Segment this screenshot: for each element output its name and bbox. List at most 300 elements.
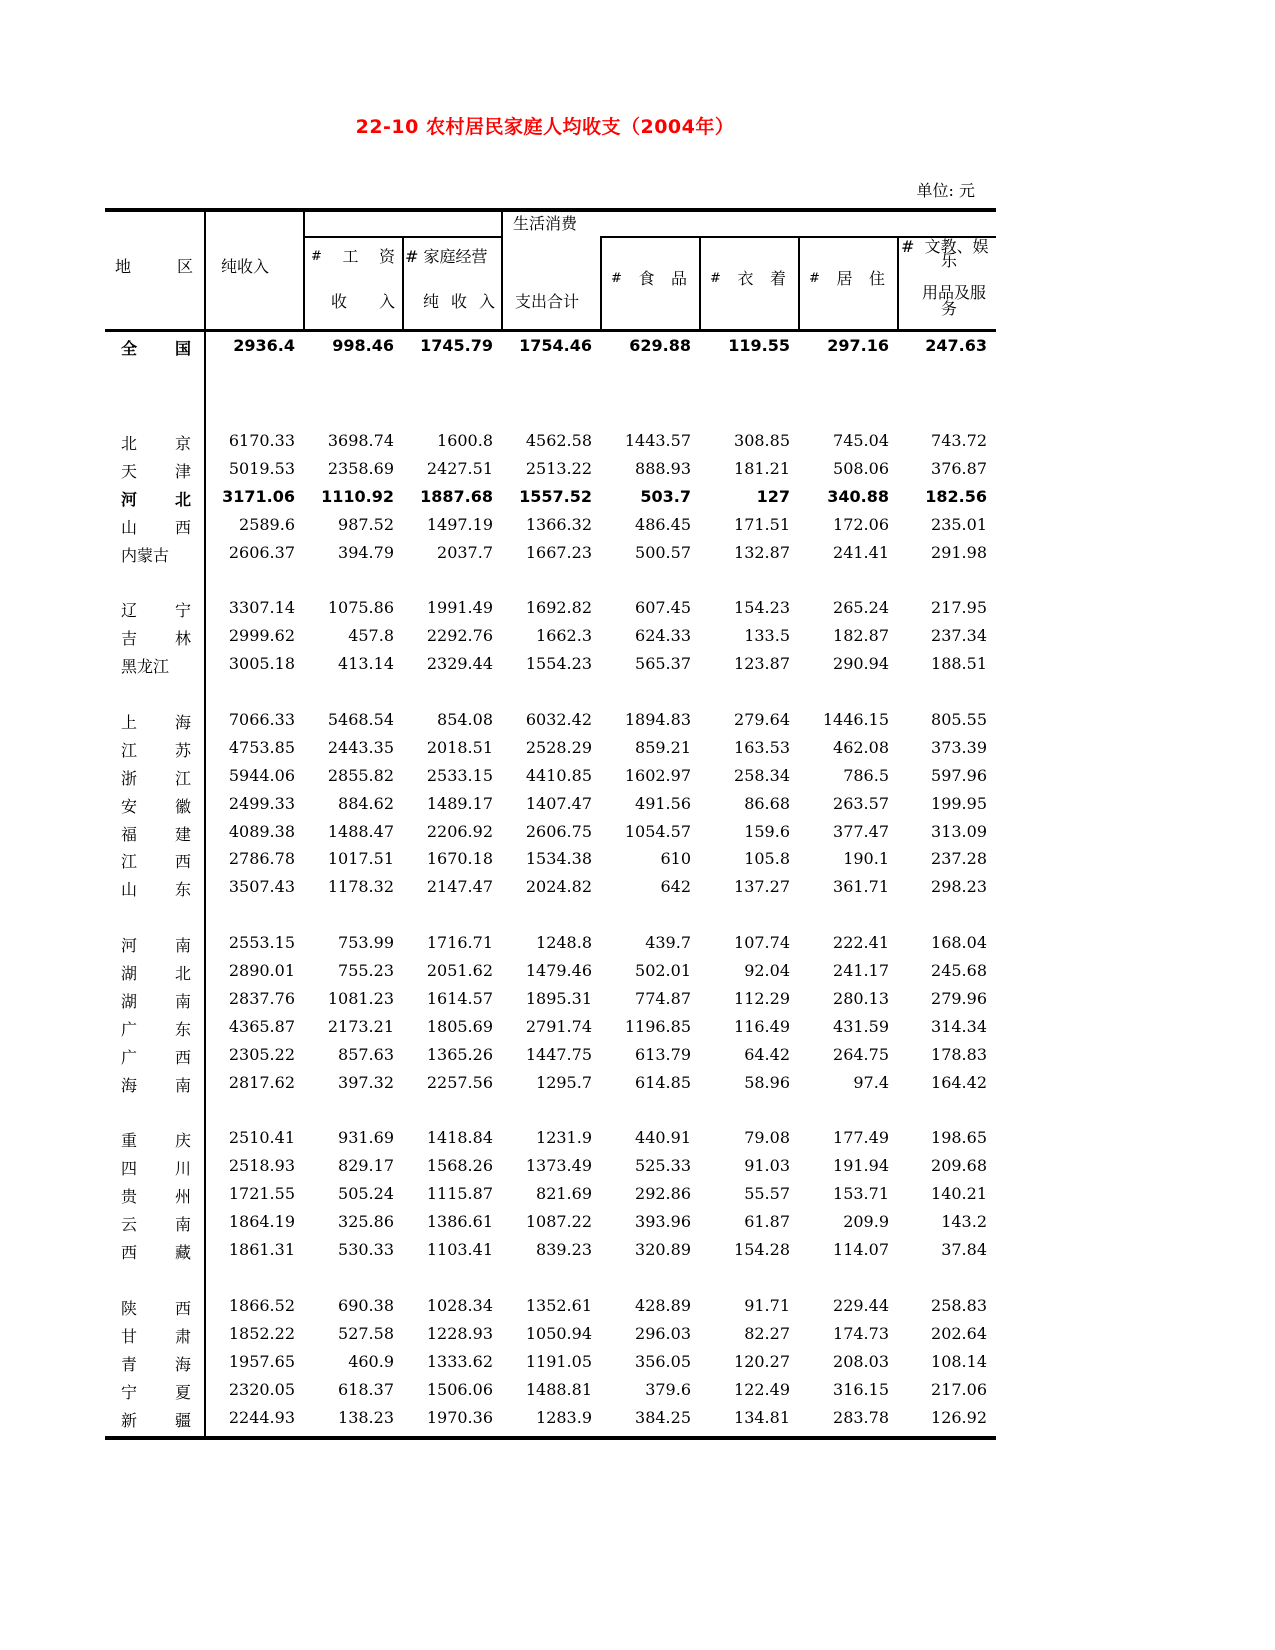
value-cell: 217.06 [931, 1380, 987, 1399]
value-cell: 1366.32 [525, 515, 592, 534]
header-household-business: # 家庭经营 [405, 247, 488, 266]
value-cell: 265.24 [833, 598, 889, 617]
table-row [105, 1212, 996, 1238]
header-wage-income-line2: 收 入 [331, 292, 395, 311]
value-cell: 2147.47 [426, 877, 493, 896]
value-cell: 2589.6 [239, 515, 295, 534]
header-region: 地 区 [115, 257, 193, 276]
value-cell: 340.88 [827, 487, 889, 506]
value-cell: 168.04 [931, 933, 987, 952]
value-cell: 116.49 [734, 1017, 790, 1036]
value-cell: 1852.22 [228, 1324, 295, 1343]
value-cell: 112.29 [734, 989, 790, 1008]
table-row [105, 626, 996, 652]
value-cell: 373.39 [931, 738, 987, 757]
value-cell: 1365.26 [426, 1045, 493, 1064]
value-cell: 1887.68 [420, 487, 493, 506]
value-cell: 1054.57 [624, 822, 691, 841]
table-row [105, 1408, 996, 1434]
value-cell: 361.71 [833, 877, 889, 896]
region-name: 山 西 [121, 518, 191, 537]
col-divider [501, 212, 503, 329]
value-cell: 114.07 [833, 1240, 889, 1259]
value-cell: 171.51 [734, 515, 790, 534]
table-row [105, 1352, 996, 1378]
value-cell: 2837.76 [228, 989, 295, 1008]
value-cell: 217.95 [931, 598, 987, 617]
value-cell: 191.94 [833, 1156, 889, 1175]
value-cell: 1017.51 [327, 849, 394, 868]
value-cell: 137.27 [734, 877, 790, 896]
value-cell: 1488.81 [525, 1380, 592, 1399]
value-cell: 1488.47 [327, 822, 394, 841]
region-name: 黑龙江 [121, 657, 170, 676]
value-cell: 126.92 [931, 1408, 987, 1427]
region-name: 全 国 [121, 339, 191, 358]
value-cell: 296.03 [635, 1324, 691, 1343]
value-cell: 86.68 [744, 794, 790, 813]
value-cell: 229.44 [833, 1296, 889, 1315]
table-row [105, 822, 996, 848]
header-education-line2b: 务 [941, 299, 958, 318]
value-cell: 642 [660, 877, 691, 896]
region-name: 吉 林 [121, 629, 191, 648]
value-cell: 1866.52 [228, 1296, 295, 1315]
table-row [105, 766, 996, 792]
col-divider [798, 237, 800, 329]
table-row [105, 1017, 996, 1043]
value-cell: 1231.9 [536, 1128, 592, 1147]
value-cell: 127 [756, 487, 790, 506]
region-name: 广 东 [121, 1020, 191, 1039]
value-cell: 64.42 [744, 1045, 790, 1064]
value-cell: 79.08 [744, 1128, 790, 1147]
region-name: 江 西 [121, 852, 191, 871]
value-cell: 462.08 [833, 738, 889, 757]
value-cell: 172.06 [833, 515, 889, 534]
value-cell: 1081.23 [327, 989, 394, 1008]
value-cell: 6170.33 [228, 431, 295, 450]
table-row [105, 1156, 996, 1182]
value-cell: 320.89 [635, 1240, 691, 1259]
value-cell: 105.8 [744, 849, 790, 868]
value-cell: 884.62 [338, 794, 394, 813]
value-cell: 987.52 [338, 515, 394, 534]
value-cell: 393.96 [635, 1212, 691, 1231]
value-cell: 154.23 [734, 598, 790, 617]
value-cell: 2936.4 [233, 336, 295, 355]
table-row [105, 961, 996, 987]
value-cell: 91.71 [744, 1296, 790, 1315]
value-cell: 2786.78 [228, 849, 295, 868]
value-cell: 2329.44 [426, 654, 493, 673]
value-cell: 1295.7 [536, 1073, 592, 1092]
value-cell: 108.14 [931, 1352, 987, 1371]
value-cell: 525.33 [635, 1156, 691, 1175]
value-cell: 199.95 [931, 794, 987, 813]
value-cell: 190.1 [843, 849, 889, 868]
value-cell: 613.79 [635, 1045, 691, 1064]
region-name: 辽 宁 [121, 601, 191, 620]
value-cell: 325.86 [338, 1212, 394, 1231]
value-cell: 1075.86 [327, 598, 394, 617]
value-cell: 5468.54 [327, 710, 394, 729]
value-cell: 1087.22 [525, 1212, 592, 1231]
value-cell: 457.8 [348, 626, 394, 645]
value-cell: 1447.75 [525, 1045, 592, 1064]
value-cell: 247.63 [925, 336, 987, 355]
value-cell: 854.08 [437, 710, 493, 729]
value-cell: 618.37 [338, 1380, 394, 1399]
value-cell: 1600.8 [437, 431, 493, 450]
value-cell: 1554.23 [525, 654, 592, 673]
value-cell: 690.38 [338, 1296, 394, 1315]
region-name: 天 津 [121, 462, 191, 481]
value-cell: 140.21 [931, 1184, 987, 1203]
value-cell: 174.73 [833, 1324, 889, 1343]
value-cell: 107.74 [734, 933, 790, 952]
value-cell: 1178.32 [327, 877, 394, 896]
value-cell: 439.7 [645, 933, 691, 952]
value-cell: 503.7 [640, 487, 691, 506]
col-divider [897, 237, 899, 329]
value-cell: 829.17 [338, 1156, 394, 1175]
value-cell: 1894.83 [624, 710, 691, 729]
value-cell: 2244.93 [228, 1408, 295, 1427]
table-row [105, 1240, 996, 1266]
value-cell: 2606.37 [228, 543, 295, 562]
value-cell: 3307.14 [228, 598, 295, 617]
value-cell: 1489.17 [426, 794, 493, 813]
value-cell: 440.91 [635, 1128, 691, 1147]
value-cell: 122.49 [734, 1380, 790, 1399]
value-cell: 177.49 [833, 1128, 889, 1147]
value-cell: 5019.53 [228, 459, 295, 478]
region-name: 四 川 [121, 1159, 191, 1178]
value-cell: 491.56 [635, 794, 691, 813]
value-cell: 1110.92 [321, 487, 394, 506]
value-cell: 4410.85 [525, 766, 592, 785]
value-cell: 1991.49 [426, 598, 493, 617]
value-cell: 2553.15 [228, 933, 295, 952]
value-cell: 1373.49 [525, 1156, 592, 1175]
value-cell: 1352.61 [525, 1296, 592, 1315]
region-name: 宁 夏 [121, 1383, 191, 1402]
table-row [105, 598, 996, 624]
table-row [105, 431, 996, 457]
value-cell: 235.01 [931, 515, 987, 534]
value-cell: 1864.19 [228, 1212, 295, 1231]
value-cell: 132.87 [734, 543, 790, 562]
value-cell: 1754.46 [519, 336, 592, 355]
value-cell: 2173.21 [327, 1017, 394, 1036]
value-cell: 163.53 [734, 738, 790, 757]
table-top-rule [105, 208, 996, 212]
value-cell: 1191.05 [525, 1352, 592, 1371]
value-cell: 3698.74 [327, 431, 394, 450]
value-cell: 5944.06 [228, 766, 295, 785]
table-row [105, 1045, 996, 1071]
value-cell: 2999.62 [228, 626, 295, 645]
region-name: 河 北 [121, 490, 191, 509]
table-row [105, 849, 996, 875]
value-cell: 753.99 [338, 933, 394, 952]
value-cell: 1196.85 [624, 1017, 691, 1036]
value-cell: 237.28 [931, 849, 987, 868]
value-cell: 263.57 [833, 794, 889, 813]
value-cell: 4562.58 [525, 431, 592, 450]
value-cell: 839.23 [536, 1240, 592, 1259]
value-cell: 1662.3 [536, 626, 592, 645]
value-cell: 181.21 [734, 459, 790, 478]
region-name: 重 庆 [121, 1131, 191, 1150]
region-name: 湖 南 [121, 992, 191, 1011]
value-cell: 1479.46 [525, 961, 592, 980]
value-cell: 198.65 [931, 1128, 987, 1147]
value-cell: 208.03 [833, 1352, 889, 1371]
value-cell: 1557.52 [519, 487, 592, 506]
income-subheader-line [303, 236, 501, 238]
value-cell: 1745.79 [420, 336, 493, 355]
col-divider [303, 212, 305, 329]
value-cell: 119.55 [728, 336, 790, 355]
value-cell: 2499.33 [228, 794, 295, 813]
value-cell: 4365.87 [228, 1017, 295, 1036]
value-cell: 597.96 [931, 766, 987, 785]
value-cell: 376.87 [931, 459, 987, 478]
value-cell: 3171.06 [222, 487, 295, 506]
value-cell: 397.32 [338, 1073, 394, 1092]
value-cell: 1667.23 [525, 543, 592, 562]
table-row [105, 794, 996, 820]
unit-label: 单位: 元 [916, 181, 975, 200]
table-row [105, 1296, 996, 1322]
region-name: 西 藏 [121, 1243, 191, 1262]
header-net-income: 纯收入 [221, 257, 270, 276]
value-cell: 2024.82 [525, 877, 592, 896]
region-name: 北 京 [121, 434, 191, 453]
value-cell: 159.6 [744, 822, 790, 841]
value-cell: 279.96 [931, 989, 987, 1008]
value-cell: 314.34 [931, 1017, 987, 1036]
value-cell: 283.78 [833, 1408, 889, 1427]
value-cell: 4753.85 [228, 738, 295, 757]
value-cell: 1602.97 [624, 766, 691, 785]
value-cell: 1692.82 [525, 598, 592, 617]
header-clothing: # 衣 着 [710, 269, 786, 288]
region-name: 浙 江 [121, 769, 191, 788]
header-bottom-rule [105, 329, 996, 332]
value-cell: 2051.62 [426, 961, 493, 980]
region-name: 湖 北 [121, 964, 191, 983]
value-cell: 1443.57 [624, 431, 691, 450]
value-cell: 743.72 [931, 431, 987, 450]
region-name: 内蒙古 [121, 546, 170, 565]
value-cell: 209.9 [843, 1212, 889, 1231]
table-row [105, 543, 996, 569]
region-name: 新 疆 [121, 1411, 191, 1430]
header-household-business-line2: 纯 收 入 [423, 292, 495, 311]
value-cell: 182.87 [833, 626, 889, 645]
table-row [105, 1184, 996, 1210]
value-cell: 486.45 [635, 515, 691, 534]
table-row [105, 738, 996, 764]
header-education-line2: 用品及服 [922, 283, 987, 302]
value-cell: 2320.05 [228, 1380, 295, 1399]
value-cell: 37.84 [941, 1240, 987, 1259]
region-name: 上 海 [121, 713, 191, 732]
value-cell: 1333.62 [426, 1352, 493, 1371]
value-cell: 1716.71 [426, 933, 493, 952]
value-cell: 264.75 [833, 1045, 889, 1064]
value-cell: 298.23 [931, 877, 987, 896]
region-name: 河 南 [121, 936, 191, 955]
value-cell: 1386.61 [426, 1212, 493, 1231]
table-row [105, 654, 996, 680]
value-cell: 1283.9 [536, 1408, 592, 1427]
value-cell: 1228.93 [426, 1324, 493, 1343]
page-title: 22-10 农村居民家庭人均收支（2004年） [355, 116, 735, 138]
value-cell: 153.71 [833, 1184, 889, 1203]
value-cell: 154.28 [734, 1240, 790, 1259]
value-cell: 607.45 [635, 598, 691, 617]
value-cell: 1446.15 [822, 710, 889, 729]
value-cell: 384.25 [635, 1408, 691, 1427]
region-name: 安 徽 [121, 797, 191, 816]
value-cell: 624.33 [635, 626, 691, 645]
value-cell: 3507.43 [228, 877, 295, 896]
value-cell: 1506.06 [426, 1380, 493, 1399]
value-cell: 610 [660, 849, 691, 868]
region-name: 青 海 [121, 1355, 191, 1374]
value-cell: 2513.22 [525, 459, 592, 478]
value-cell: 241.17 [833, 961, 889, 980]
value-cell: 2817.62 [228, 1073, 295, 1092]
table-row [105, 487, 996, 513]
value-cell: 133.5 [744, 626, 790, 645]
table-row [105, 1128, 996, 1154]
col-divider [600, 237, 602, 329]
value-cell: 1028.34 [426, 1296, 493, 1315]
value-cell: 1805.69 [426, 1017, 493, 1036]
value-cell: 237.34 [931, 626, 987, 645]
value-cell: 6032.42 [525, 710, 592, 729]
value-cell: 502.01 [635, 961, 691, 980]
value-cell: 97.4 [853, 1073, 889, 1092]
value-cell: 1115.87 [426, 1184, 493, 1203]
value-cell: 123.87 [734, 654, 790, 673]
value-cell: 297.16 [827, 336, 889, 355]
value-cell: 1568.26 [426, 1156, 493, 1175]
value-cell: 931.69 [338, 1128, 394, 1147]
value-cell: 2518.93 [228, 1156, 295, 1175]
value-cell: 530.33 [338, 1240, 394, 1259]
value-cell: 1614.57 [426, 989, 493, 1008]
value-cell: 821.69 [536, 1184, 592, 1203]
table-row [105, 1380, 996, 1406]
table-row [105, 336, 996, 362]
region-name: 福 建 [121, 825, 191, 844]
value-cell: 55.57 [744, 1184, 790, 1203]
header-food: # 食 品 [611, 269, 687, 288]
value-cell: 774.87 [635, 989, 691, 1008]
value-cell: 527.58 [338, 1324, 394, 1343]
value-cell: 857.63 [338, 1045, 394, 1064]
value-cell: 2855.82 [327, 766, 394, 785]
header-total-expenditure: 支出合计 [515, 292, 580, 311]
value-cell: 2257.56 [426, 1073, 493, 1092]
header-education: # 文教、娱 [901, 237, 989, 256]
table-bottom-rule [105, 1436, 996, 1440]
value-cell: 1407.47 [525, 794, 592, 813]
value-cell: 2443.35 [327, 738, 394, 757]
value-cell: 2427.51 [426, 459, 493, 478]
value-cell: 1418.84 [426, 1128, 493, 1147]
value-cell: 786.5 [843, 766, 889, 785]
value-cell: 290.94 [833, 654, 889, 673]
value-cell: 313.09 [931, 822, 987, 841]
value-cell: 209.68 [931, 1156, 987, 1175]
table-row [105, 989, 996, 1015]
region-name: 广 西 [121, 1048, 191, 1067]
value-cell: 7066.33 [228, 710, 295, 729]
value-cell: 2206.92 [426, 822, 493, 841]
value-cell: 58.96 [744, 1073, 790, 1092]
value-cell: 61.87 [744, 1212, 790, 1231]
value-cell: 279.64 [734, 710, 790, 729]
value-cell: 2305.22 [228, 1045, 295, 1064]
value-cell: 505.24 [338, 1184, 394, 1203]
value-cell: 377.47 [833, 822, 889, 841]
value-cell: 202.64 [931, 1324, 987, 1343]
value-cell: 1534.38 [525, 849, 592, 868]
region-name: 甘 肃 [121, 1327, 191, 1346]
value-cell: 241.41 [833, 543, 889, 562]
table-row [105, 1073, 996, 1099]
value-cell: 82.27 [744, 1324, 790, 1343]
region-name: 山 东 [121, 880, 191, 899]
table-row [105, 515, 996, 541]
value-cell: 222.41 [833, 933, 889, 952]
value-cell: 1497.19 [426, 515, 493, 534]
region-name: 海 南 [121, 1076, 191, 1095]
value-cell: 245.68 [931, 961, 987, 980]
value-cell: 1970.36 [426, 1408, 493, 1427]
value-cell: 2037.7 [437, 543, 493, 562]
value-cell: 178.83 [931, 1045, 987, 1064]
value-cell: 280.13 [833, 989, 889, 1008]
value-cell: 755.23 [338, 961, 394, 980]
region-name: 贵 州 [121, 1187, 191, 1206]
table-row [105, 877, 996, 903]
value-cell: 1670.18 [426, 849, 493, 868]
col-divider [699, 237, 701, 329]
value-cell: 2358.69 [327, 459, 394, 478]
value-cell: 182.56 [925, 487, 987, 506]
region-name: 云 南 [121, 1215, 191, 1234]
value-cell: 188.51 [931, 654, 987, 673]
value-cell: 629.88 [629, 336, 691, 355]
header-housing: # 居 住 [809, 269, 885, 288]
value-cell: 258.83 [931, 1296, 987, 1315]
value-cell: 508.06 [833, 459, 889, 478]
value-cell: 745.04 [833, 431, 889, 450]
value-cell: 3005.18 [228, 654, 295, 673]
value-cell: 120.27 [734, 1352, 790, 1371]
value-cell: 500.57 [635, 543, 691, 562]
table-row [105, 459, 996, 485]
value-cell: 143.2 [941, 1212, 987, 1231]
